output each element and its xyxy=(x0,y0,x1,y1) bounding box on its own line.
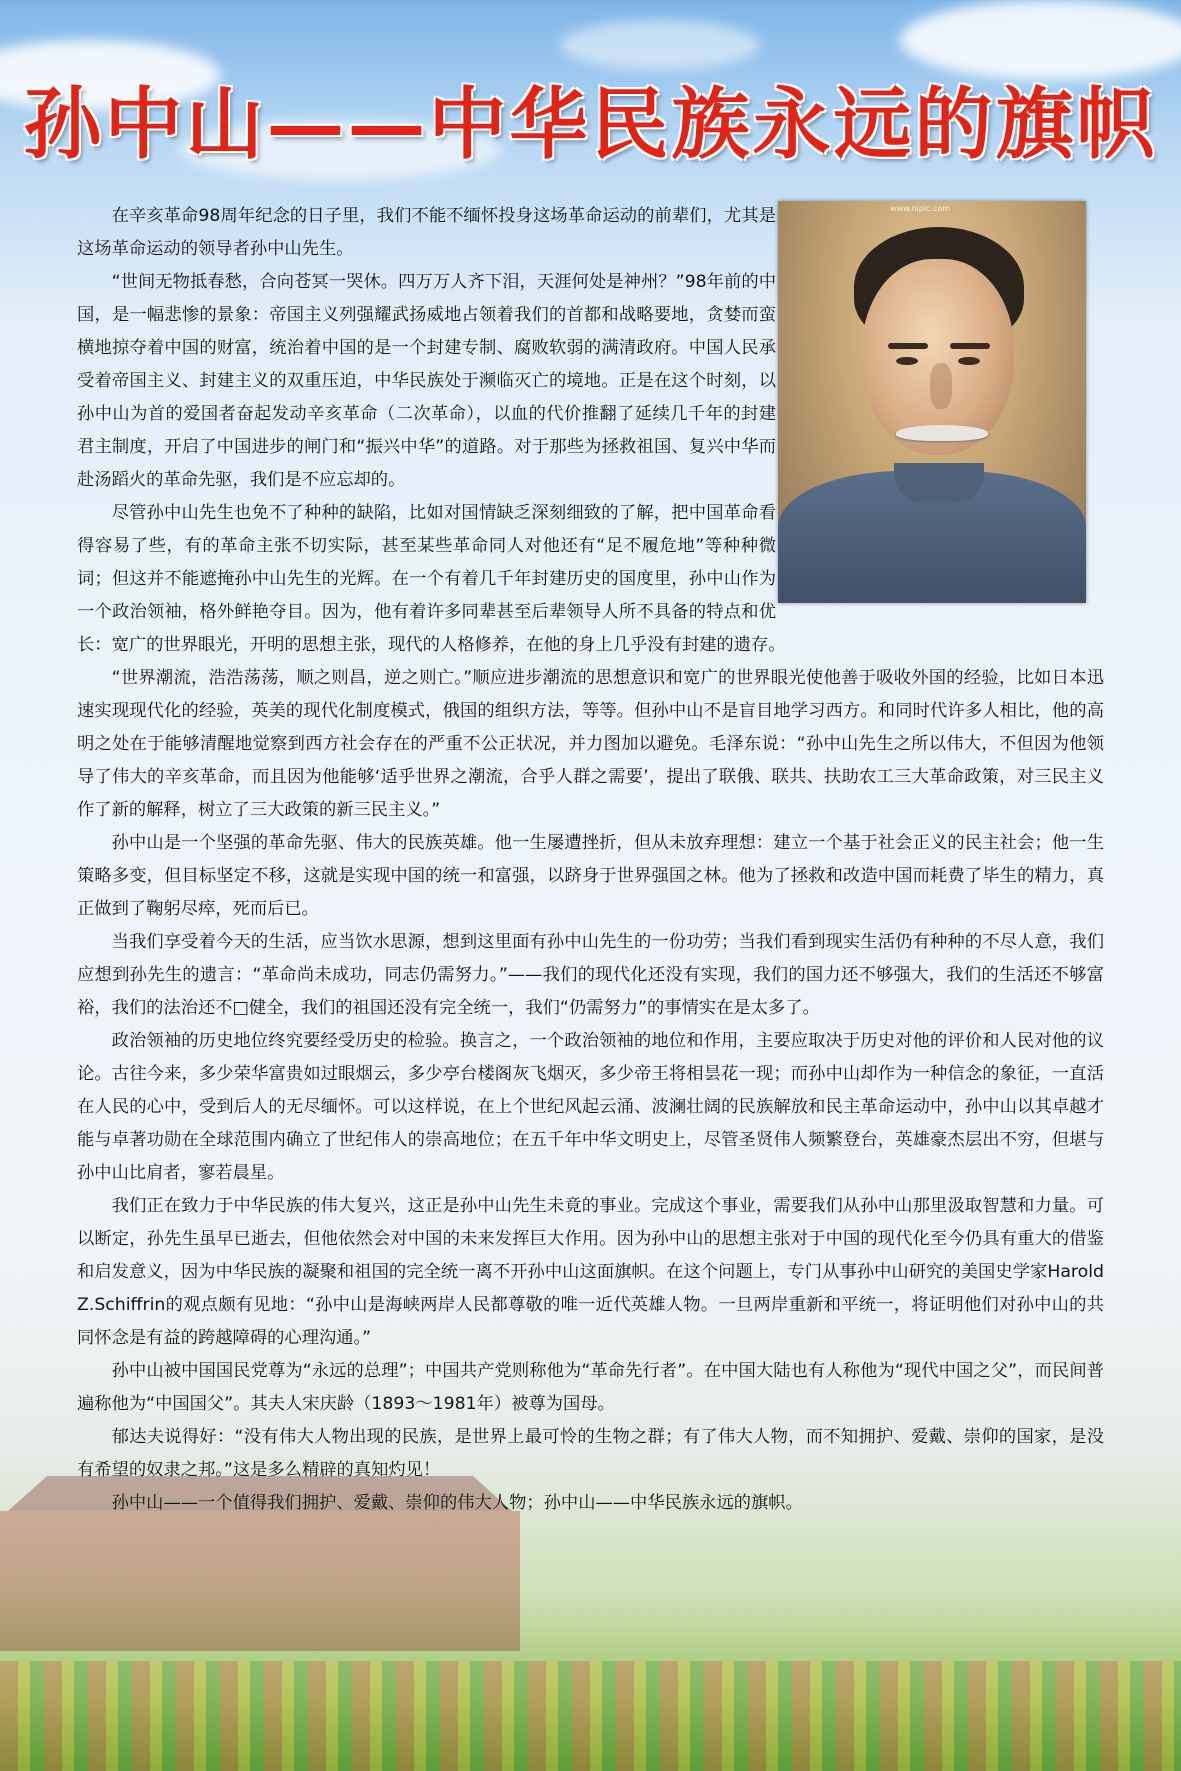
flower-bed xyxy=(0,1661,1181,1771)
paragraph: 孙中山是一个坚强的革命先驱、伟大的民族英雄。他一生屡遭挫折，但从未放弃理想：建立一个基于社会正义的民主社会；他一生策略多变，但目标坚定不移，这就是实现中国的统一和富强，以跻身于世界强国之林。他为了拯救和改造中国而耗费了毕生的精力，真正做到了鞠躬尽瘁，死而后已。 xyxy=(77,833,1104,919)
page-title: 孙中山——中华民族永远的旗帜 xyxy=(23,79,1158,170)
paragraph: 孙中山被中国国民党尊为“永远的总理”；中国共产党则称他为“革命先行者”。在中国大陆也有人称他为“现代中国之父”，而民间普遍称他为“中国国父”。其夫人宋庆龄（1893～1981年）被尊为国母。 xyxy=(77,1361,1104,1414)
paragraph: 尽管孙中山先生也免不了种种的缺陷，比如对国情缺乏深刻细致的了解，把中国革命看得容易了些，有的革命主张不切实际，甚至某些革命同人对他还有“足不履危地”等种种微词；但这并不能遮掩孙中山先生的光辉。在一个有着几千年封建历史的国度里，孙中山作为一个政治领袖，格外鲜艳夺目。因为，他有着许多同辈甚至后辈领导人所不具备的特点和优长：宽广的世界眼光，开明的思想主张，现代的人格修养，在他的身上几乎没有封建的遗存。 xyxy=(77,503,786,655)
paragraph: 我们正在致力于中华民族的伟大复兴，这正是孙中山先生未竟的事业。完成这个事业，需要我们从孙中山那里汲取智慧和力量。可以断定，孙先生虽早已逝去，但他依然会对中国的未来发挥巨大作用。因为孙中山的思想主张对于中国的现代化至今仍具有重大的借鉴和启发意义，因为中华民族的凝聚和祖国的完全统一离不开孙中山这面旗帜。在这个问题上，专门从事孙中山研究的美国史学家Harold Z.Schiffrin的观点颇有见地：“孙中山是海峡两岸人民都尊敬的唯一近代英雄人物。一旦两岸重新和平统一，将证明他们对孙中山的共同怀念是有益的跨越障碍的心理沟通。” xyxy=(77,1196,1104,1348)
paragraph: 在辛亥革命98周年纪念的日子里，我们不能不缅怀投身这场革命运动的前辈们，尤其是这场革命运动的领导者孙中山先生。 xyxy=(77,206,776,259)
paragraph: “世界潮流，浩浩荡荡，顺之则昌，逆之则亡。”顺应进步潮流的思想意识和宽广的世界眼光使他善于吸收外国的经验，比如日本迅速实现现代化的经验，英美的现代化制度模式，俄国的组织方法，等等。但孙中山不是盲目地学习西方。和同时代许多人相比，他的高明之处在于能够清醒地觉察到西方社会存在的严重不公正状况，并力图加以避免。毛泽东说：“孙中山先生之所以伟大，不但因为他领导了伟大的辛亥革命，而且因为他能够‘适乎世界之潮流，合乎人群之需要’，提出了联俄、联共、扶助农工三大革命政策，对三民主义作了新的解释，树立了三大政策的新三民主义。” xyxy=(77,668,1104,820)
paragraph: 政治领袖的历史地位终究要经受历史的检验。换言之，一个政治领袖的地位和作用，主要应取决于历史对他的评价和人民对他的议论。古往今来，多少荣华富贵如过眼烟云，多少亭台楼阁灰飞烟灭，多少帝王将相昙花一现；而孙中山却作为一种信念的象征，一直活在人民的心中，受到后人的无尽缅怀。可以这样说，在上个世纪风起云涌、波澜壮阔的民族解放和民主革命运动中，孙中山以其卓越才能与卓著功勋在全球范围内确立了世纪伟人的崇高地位；在五千年中华文明史上，尽管圣贤伟人频繁登台，英雄豪杰层出不穷，但堪与孙中山比肩者，寥若晨星。 xyxy=(77,1031,1104,1183)
watermark: www.nipic.com xyxy=(890,204,951,213)
tiananmen-gate xyxy=(0,1511,520,1651)
paragraph: 当我们享受着今天的生活，应当饮水思源，想到这里面有孙中山先生的一份功劳；当我们看到现实生活仍有种种的不尽人意，我们应想到孙先生的遗言：“革命尚未成功，同志仍需努力。”——我们的现代化还没有实现，我们的国力还不够强大，我们的生活还不够富裕，我们的法治还不□健全，我们的祖国还没有完全统一，我们“仍需努力”的事情实在是太多了。 xyxy=(77,932,1104,1018)
portrait-space xyxy=(776,200,1104,602)
paragraph: “世间无物抵春愁，合向苍冥一哭休。四万万人齐下泪，天涯何处是神州？”98年前的中国，是一幅悲惨的景象：帝国主义列强耀武扬威地占领着我们的首都和战略要地，贪婪而蛮横地掠夺着中国的财富，统治着中国的是一个封建专制、腐败软弱的满清政府。中国人民承受着帝国主义、封建主义的双重压迫，中华民族处于濒临灭亡的境地。正是在这个时刻，以孙中山为首的爱国者奋起发动辛亥革命（二次革命），以血的代价推翻了延续几千年的封建君主制度，开启了中国进步的闸门和“振兴中华”的道路。对于那些为拯救祖国、复兴中华而赴汤蹈火的革命先驱，我们是不应忘却的。 xyxy=(77,272,776,490)
paragraph: 孙中山——一个值得我们拥护、爱戴、崇仰的伟大人物；孙中山——中华民族永远的旗帜。 xyxy=(111,1493,803,1513)
paragraph: 郁达夫说得好：“没有伟大人物出现的民族，是世界上最可怜的生物之群；有了伟大人物，而不知拥护、爱戴、崇仰的国家，是没有希望的奴隶之邦。”这是多么精辟的真知灼见！ xyxy=(77,1427,1104,1480)
article-body xyxy=(77,200,1104,1520)
